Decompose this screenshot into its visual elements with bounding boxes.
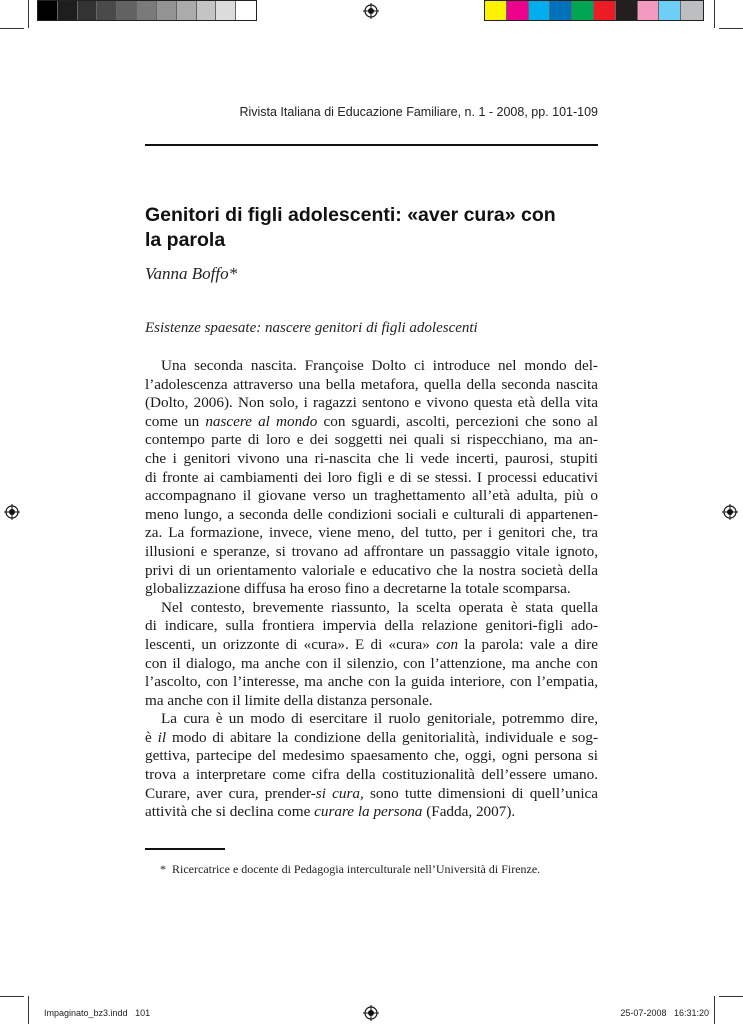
gray-swatch bbox=[38, 1, 58, 20]
text-segment: modo di abitare la condizione della genitorialità, individuale e sog- bbox=[166, 728, 598, 746]
gray-swatch bbox=[117, 1, 137, 20]
color-swatch bbox=[550, 1, 572, 20]
gray-swatch bbox=[137, 1, 157, 20]
crop-mark-top-right-vertical bbox=[714, 0, 715, 28]
section-heading: Esistenze spaesate: nascere genitori di figli adolescenti bbox=[145, 320, 478, 336]
text-line: contempo parte di loro e dei soggetti nei quali si rispecchiano, ma an- bbox=[145, 431, 598, 449]
text-segment: con sguardi, ascolti, percezioni che sono al bbox=[317, 412, 599, 430]
article-title-line-2: la parola bbox=[145, 229, 226, 251]
color-swatch bbox=[572, 1, 594, 20]
text-segment: è bbox=[145, 728, 158, 746]
grayscale-color-bar bbox=[37, 0, 257, 21]
text-line: meno lungo, a seconda delle condizioni sociali e culturali di appartenen- bbox=[145, 505, 598, 523]
text-segment: , sono tutte dimensioni di quell’unica bbox=[360, 784, 599, 802]
text-segment: la parola: vale a dire bbox=[458, 635, 598, 653]
text-line: con il dialogo, ma anche con il silenzio, con l’attenzione, ma anche con bbox=[145, 654, 598, 672]
text-line bbox=[145, 785, 598, 804]
registration-mark-left bbox=[4, 504, 20, 520]
gray-swatch bbox=[58, 1, 78, 20]
text-line bbox=[145, 729, 598, 748]
slug-filename: Impaginato_bz3.indd 101 bbox=[44, 1008, 151, 1018]
gray-swatch bbox=[177, 1, 197, 20]
crop-mark-bottom-right-horizontal bbox=[719, 996, 743, 997]
text-line: Una seconda nascita. Françoise Dolto ci introduce nel mondo del- bbox=[161, 357, 598, 374]
gray-swatch bbox=[157, 1, 177, 20]
crop-mark-bottom-left-horizontal bbox=[0, 996, 24, 997]
crop-mark-top-left-vertical bbox=[28, 0, 29, 28]
paragraph-2 bbox=[145, 599, 598, 711]
header-rule bbox=[145, 144, 598, 146]
text-line bbox=[145, 413, 598, 432]
registration-mark-bottom bbox=[363, 1005, 379, 1021]
italic-phrase: nascere al mondo bbox=[205, 412, 318, 430]
text-line: gettiva, partecipe del medesimo spaesamento che, oggi, ogni persona si bbox=[145, 747, 598, 765]
gray-swatch bbox=[216, 1, 236, 20]
process-color-bar bbox=[484, 0, 704, 21]
color-swatch bbox=[594, 1, 616, 20]
text-line: che i genitori vivono una ri-nascita che li vede incerti, paurosi, stupiti bbox=[145, 449, 598, 467]
text-segment: lescenti, un orizzonte di «cura». E di «cura» bbox=[145, 635, 437, 653]
article-title bbox=[145, 203, 605, 253]
paragraph-1 bbox=[145, 357, 598, 599]
text-line: accompagnano il giovane verso un traghettamento all’età adulta, più o bbox=[145, 487, 598, 505]
gray-swatch bbox=[197, 1, 217, 20]
text-line bbox=[145, 803, 598, 822]
text-line: l’adolescenza attraverso una bella metafora, quella della seconda nascita bbox=[145, 375, 598, 393]
text-segment: come un bbox=[145, 412, 206, 430]
text-line: l’ascolto, con l’interesse, ma anche con la guida interiore, con l’empatia, bbox=[145, 673, 598, 691]
gray-swatch bbox=[97, 1, 117, 20]
footnote bbox=[160, 862, 540, 877]
registration-mark-top bbox=[363, 3, 379, 19]
registration-mark-right bbox=[722, 504, 738, 520]
crop-mark-top-right-horizontal bbox=[719, 28, 743, 29]
text-segment: (Fadda, 2007). bbox=[422, 803, 516, 821]
text-segment: Curare, aver cura, prender- bbox=[145, 784, 316, 802]
text-line: globalizzazione diffusa ha eroso fino a decretarne la totale scomparsa. bbox=[145, 580, 571, 598]
color-swatch bbox=[616, 1, 638, 20]
article-body bbox=[145, 357, 598, 822]
author-name: Vanna Boffo* bbox=[145, 264, 238, 283]
paragraph-3 bbox=[145, 710, 598, 822]
text-segment: attività che si declina come bbox=[145, 803, 315, 821]
journal-citation: Rivista Italiana di Educazione Familiare, n. 1 - 2008, pp. 101-109 bbox=[239, 105, 598, 119]
color-swatch bbox=[485, 1, 507, 20]
crop-mark-top-left-horizontal bbox=[0, 28, 24, 29]
text-line: illusioni e speranze, si trovano ad affrontare un passaggio vitale ignoto, bbox=[145, 542, 598, 560]
italic-phrase: si cura bbox=[315, 784, 361, 802]
text-line: za. La formazione, invece, viene meno, del tutto, per i genitori che, tra bbox=[145, 524, 598, 542]
color-swatch bbox=[529, 1, 551, 20]
color-swatch bbox=[681, 1, 703, 20]
italic-phrase: con bbox=[436, 635, 459, 653]
color-swatch bbox=[638, 1, 660, 20]
crop-mark-bottom-right-vertical bbox=[714, 996, 715, 1024]
text-line: di fronte ai cambiamenti dei loro figli e di se stessi. I processi educativi bbox=[145, 468, 598, 486]
text-line: (Dolto, 2006). Non solo, i ragazzi sentono e vivono questa età della vita bbox=[145, 394, 598, 412]
text-line: Nel contesto, brevemente riassunto, la scelta operata è stata quella bbox=[161, 598, 598, 616]
gray-swatch bbox=[236, 1, 256, 20]
text-line: La cura è un modo di esercitare il ruolo genitoriale, potremmo dire, bbox=[161, 710, 598, 728]
text-line bbox=[145, 636, 598, 655]
footnote-text: Ricercatrice e docente di Pedagogia interculturale nell’Università di Firenze. bbox=[172, 862, 541, 876]
text-line: privi di un orientamento valoriale e educativo che la nostra società della bbox=[145, 561, 598, 579]
footnote-rule bbox=[145, 848, 225, 850]
slug-timestamp: 25-07-2008 16:31:20 bbox=[620, 1008, 709, 1018]
text-line: ma anche con il limite della distanza personale. bbox=[145, 691, 433, 709]
color-swatch bbox=[507, 1, 529, 20]
text-line: trova a interpretare come cifra della costituzionalità dell’essere umano. bbox=[145, 766, 598, 784]
footnote-marker: * bbox=[160, 862, 166, 876]
color-swatch bbox=[659, 1, 681, 20]
gray-swatch bbox=[78, 1, 98, 20]
italic-phrase: il bbox=[157, 728, 167, 746]
crop-mark-bottom-left-vertical bbox=[28, 996, 29, 1024]
text-line: di indicare, sulla frontiera impervia della relazione genitori-figli ado- bbox=[145, 617, 598, 635]
italic-phrase: curare la persona bbox=[314, 803, 423, 821]
article-title-line-1: Genitori di figli adolescenti: «aver cura» con bbox=[145, 204, 556, 226]
